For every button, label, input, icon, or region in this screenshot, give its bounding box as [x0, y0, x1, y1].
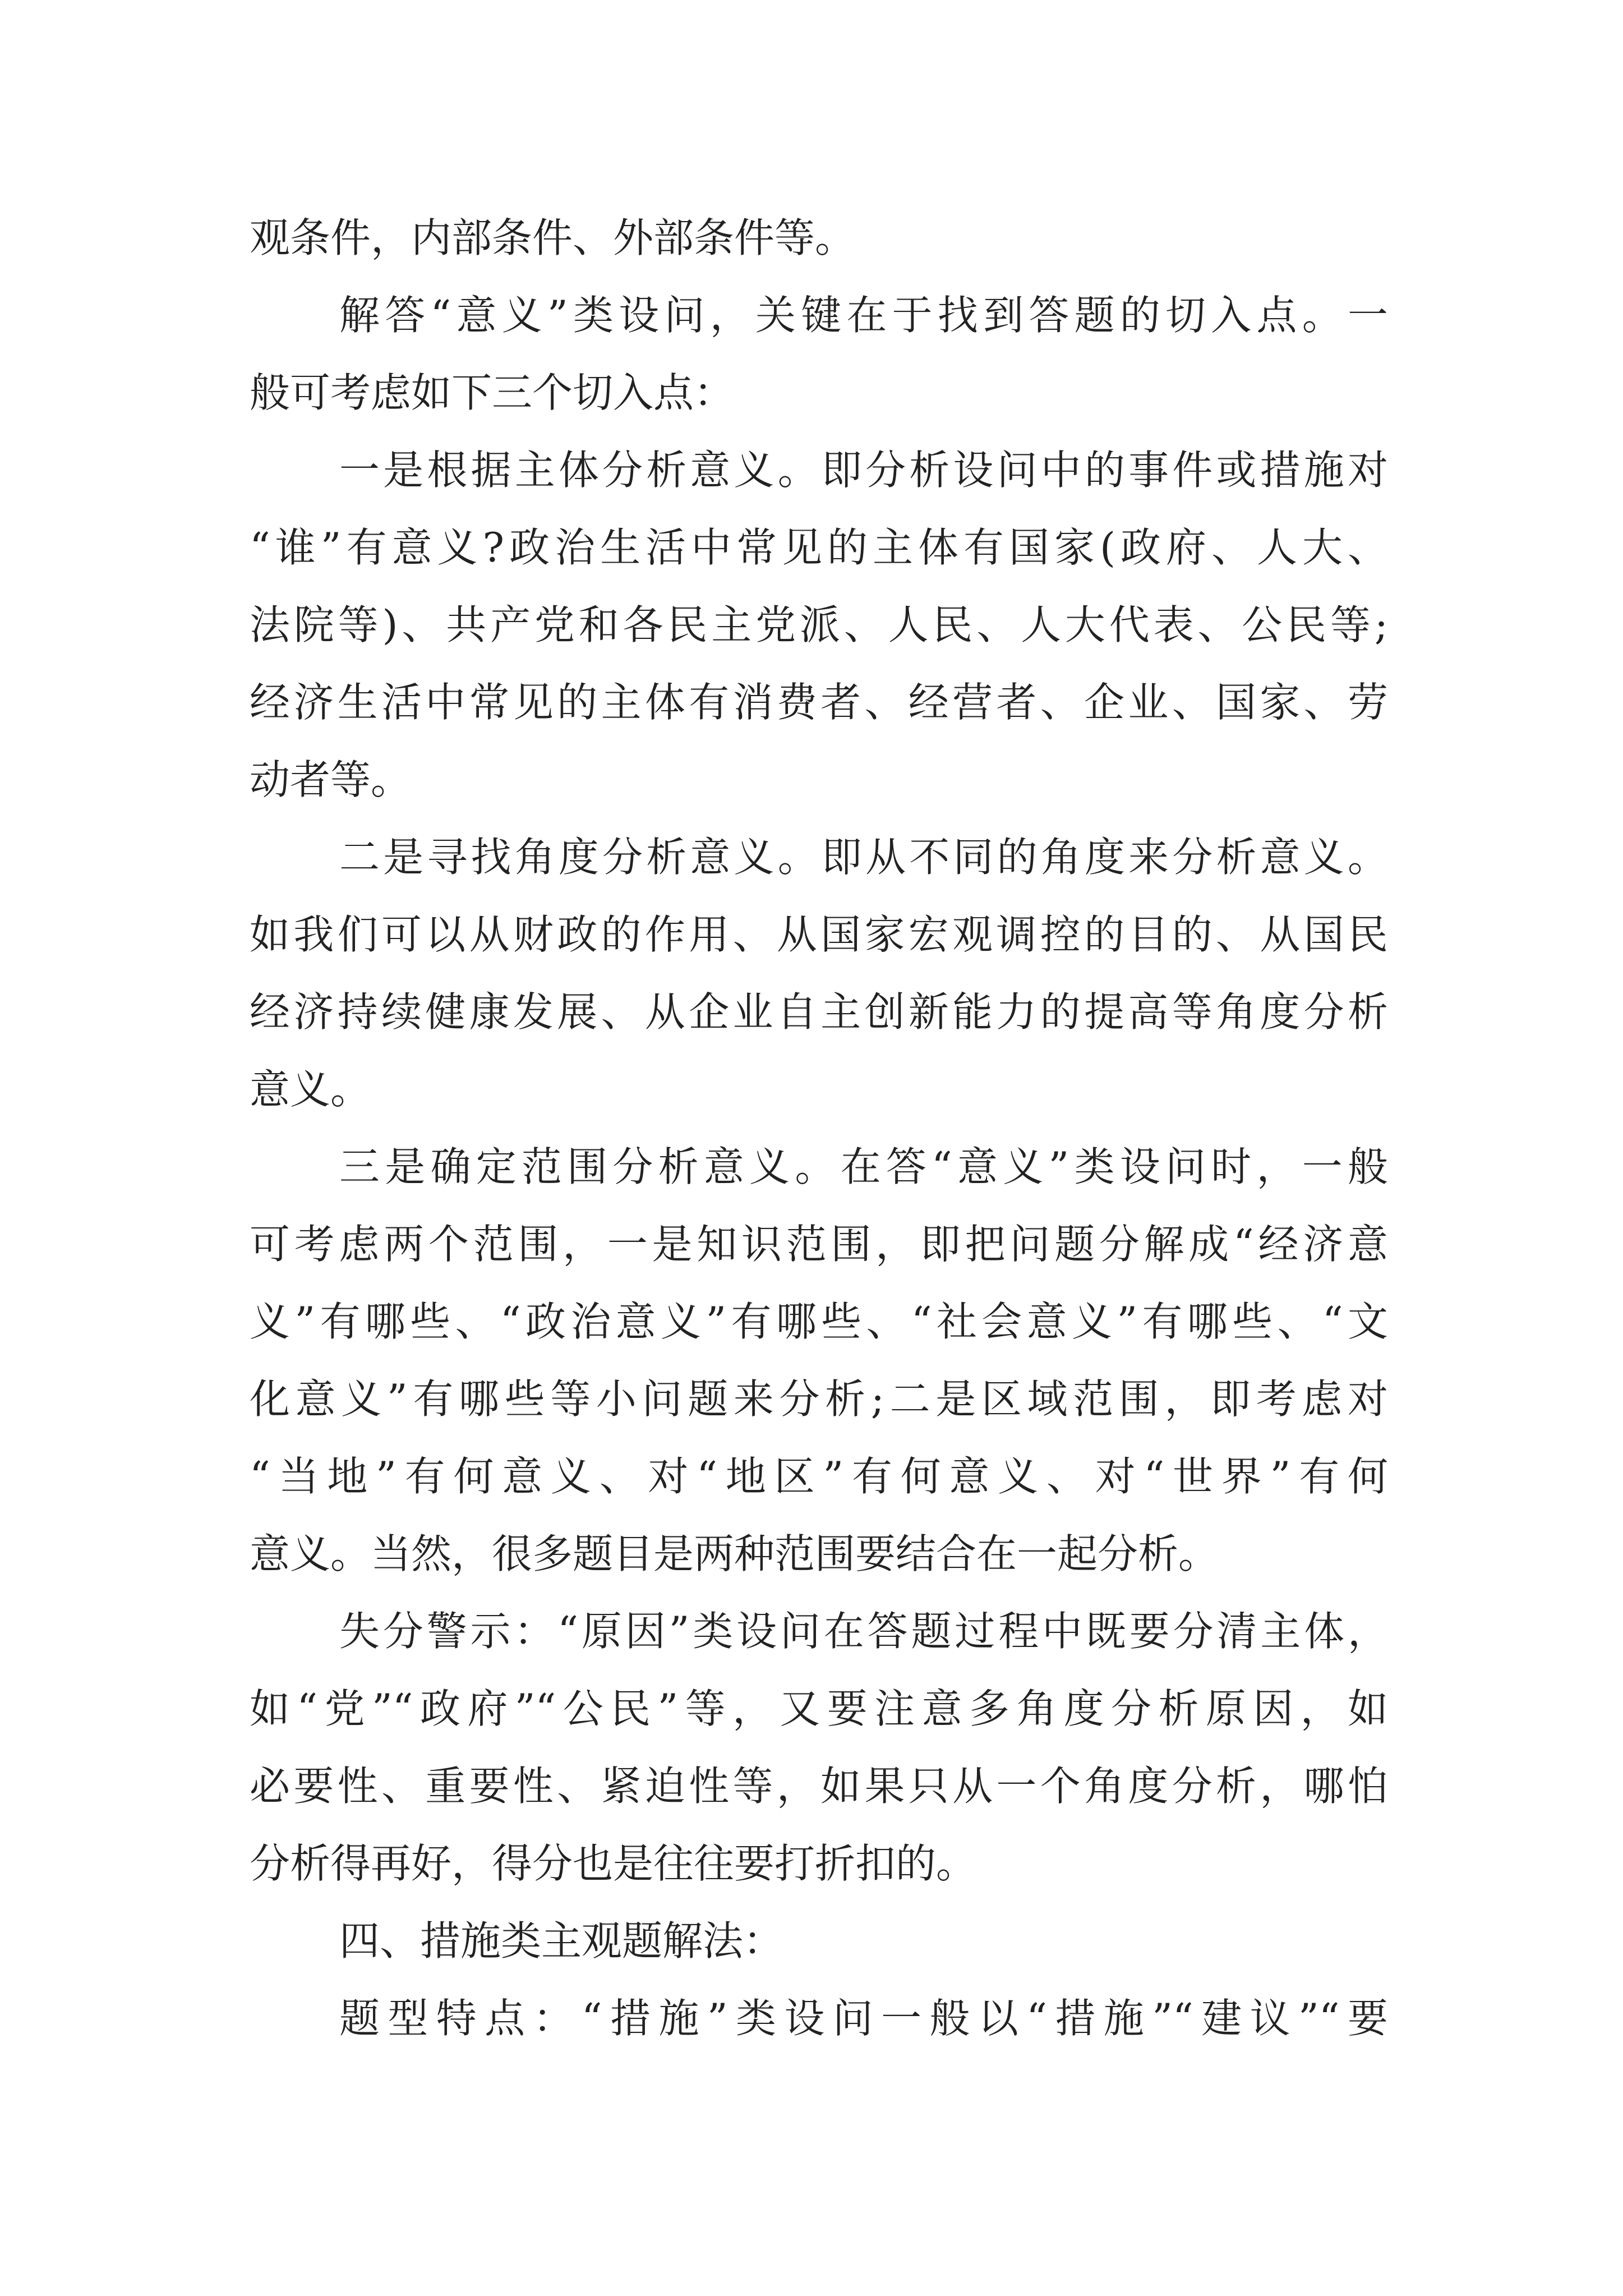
- text-line: 经济生活中常见的主体有消费者、经营者、企业、国家、劳: [250, 679, 1388, 726]
- text-line: 意义。当然，很多题目是两种范围要结合在一起分析。: [250, 1530, 1219, 1577]
- text-line: 四、措施类主观题解法：: [339, 1917, 784, 1964]
- text-line: 解答“意义”类设问，关键在于找到答题的切入点。一: [339, 292, 1388, 339]
- text-line: “谁”有意义?政治生活中常见的主体有国家(政府、人大、: [250, 524, 1388, 571]
- text-line: 法院等)、共产党和各民主党派、人民、人大代表、公民等;: [250, 601, 1388, 648]
- text-line: 经济持续健康发展、从企业自主创新能力的提高等角度分析: [250, 988, 1388, 1036]
- text-line: 必要性、重要性、紧迫性等，如果只从一个角度分析，哪怕: [250, 1763, 1388, 1810]
- text-line: 可考虑两个范围，一是知识范围，即把问题分解成“经济意: [250, 1221, 1388, 1268]
- text-line: 动者等。: [250, 756, 412, 803]
- text-line: 题型特点：“措施”类设问一般以“措施”“建议”“要: [339, 1995, 1388, 2042]
- text-line: 义”有哪些、“政治意义”有哪些、“社会意义”有哪些、“文: [250, 1298, 1388, 1345]
- text-line: “当地”有何意义、对“地区”有何意义、对“世界”有何: [250, 1453, 1388, 1500]
- text-line: 分析得再好，得分也是往往要打折扣的。: [250, 1840, 977, 1887]
- text-line: 如我们可以从财政的作用、从国家宏观调控的目的、从国民: [250, 911, 1388, 958]
- text-line: 观条件，内部条件、外部条件等。: [250, 214, 856, 261]
- text-line: 般可考虑如下三个切入点：: [250, 369, 735, 416]
- text-line: 如“党”“政府”“公民”等，又要注意多角度分析原因，如: [250, 1685, 1388, 1732]
- text-line: 一是根据主体分析意义。即分析设问中的事件或措施对: [339, 447, 1388, 494]
- body-text: [250, 199, 1388, 2057]
- text-line: 化意义”有哪些等小问题来分析;二是区域范围，即考虑对: [250, 1375, 1388, 1423]
- text-line: 失分警示：“原因”类设问在答题过程中既要分清主体，: [339, 1608, 1388, 1655]
- text-line: 二是寻找角度分析意义。即从不同的角度来分析意义。: [339, 834, 1388, 881]
- text-line: 意义。: [250, 1066, 371, 1113]
- text-line: 三是确定范围分析意义。在答“意义”类设问时，一般: [339, 1143, 1388, 1190]
